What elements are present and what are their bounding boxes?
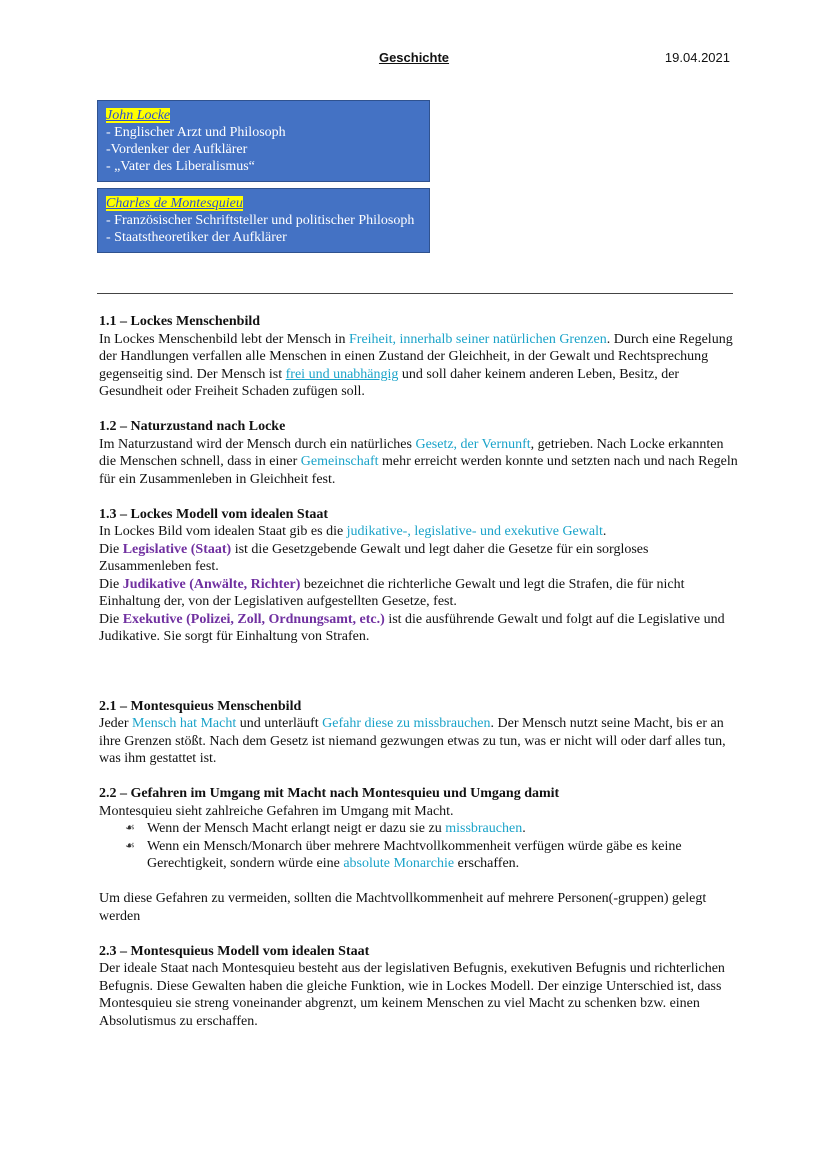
section-1-1	[99, 313, 739, 401]
section-heading: 2.1 – Montesquieus Menschenbild	[99, 698, 302, 714]
bullet-list	[99, 820, 739, 873]
section-heading: 1.2 – Naturzustand nach Locke	[99, 419, 286, 434]
box-line: - Englischer Arzt und Philosoph	[106, 125, 286, 140]
highlight: absolute Monarchie	[343, 856, 455, 871]
highlight: Gemeinschaft	[300, 454, 379, 469]
section-1-2	[99, 418, 739, 488]
paragraph: In Lockes Bild vom idealen Staat gib es die judikative-, legislative- und exekutive Gewalt.	[99, 524, 607, 539]
highlight: Gesetz, der Vernunft	[415, 436, 531, 452]
term-judikative: Judikative (Anwälte, Richter)	[122, 576, 301, 592]
paragraph: Die Judikative (Anwälte, Richter) bezeichnet die richterliche Gewalt und legt die Strafen, die für nicht Einhaltung der, von der Legislativen aufgestellten Gesetze, fest.	[99, 576, 685, 609]
highlight: Freiheit, innerhalb seiner natürlichen Grenzen	[349, 331, 607, 347]
info-box-montesquieu	[97, 188, 430, 253]
box-line: - Französischer Schriftsteller und politischer Philosoph	[106, 213, 415, 228]
box-line: - „Vater des Liberalismus“	[106, 159, 255, 174]
section-heading: 2.3 – Montesquieus Modell vom idealen Staat	[99, 943, 370, 959]
paragraph: Im Naturzustand wird der Mensch durch ein natürliches Gesetz, der Vernunft, getrieben. Nach Locke erkannten die Menschen schnell, dass in einer Gemeinschaft mehr erreicht werden konnte und setzten nach und nach Regeln für ein Zusammenleben in Gleichheit fest.	[99, 436, 738, 487]
paragraph: Um diese Gefahren zu vermeiden, sollten die Machtvollkommenheit auf mehrere Personen(-gruppen) gelegt werden	[99, 891, 707, 924]
paragraph: Der ideale Staat nach Montesquieu besteht aus der legislativen Befugnis, exekutiven Befugnis und richterlichen Befugnis. Diese Gewalten haben die gleiche Funktion, wie in Lockes Modell. Der einzige Unterschied ist, dass Montesquieu sie streng voneinander abgrenzt, um keinem Menschen zu viel Macht zu schenken bzw. einen Absolutismus zu erschaffen.	[99, 961, 725, 1029]
highlight: Mensch hat Macht	[132, 716, 237, 731]
list-item: ☙ Wenn ein Mensch/Monarch über mehrere Machtvollkommenheit verfügen würde gäbe es keine Gerechtigkeit, sondern würde eine absolute Monarchie erschaffen.	[125, 838, 682, 871]
section-1-3	[99, 506, 739, 646]
info-box-locke	[97, 100, 430, 182]
section-heading: 1.1 – Lockes Menschenbild	[99, 314, 261, 329]
section-2-2	[99, 785, 739, 925]
header-date: 19.04.2021	[664, 50, 730, 65]
paragraph: Jeder Mensch hat Macht und unterläuft Gefahr diese zu missbrauchen. Der Mensch nutzt seine Macht, bis er an ihre Grenzen stößt. Nach dem Gesetz ist niemand gezwungen etwas zu tun, was er nicht will oder darf alles tun, was ihm gestattet ist.	[99, 716, 726, 766]
paragraph: Die Legislative (Staat) ist die Gesetzgebende Gewalt und legt daher die Gesetze für ein sorgloses Zusammenleben fest.	[99, 541, 649, 574]
paragraph: Die Exekutive (Polizei, Zoll, Ordnungsamt, etc.) ist die ausführende Gewalt und folgt auf die Legislative und Judikative. Sie sorgt für Einhaltung von Strafen.	[99, 611, 725, 644]
section-2-1	[99, 698, 739, 768]
person-name: Charles de Montesquieu	[106, 196, 243, 211]
list-item: ☙ Wenn der Mensch Macht erlangt neigt er dazu sie zu missbrauchen.	[125, 821, 526, 836]
flourish-bullet-icon: ☙	[125, 839, 135, 852]
document-body	[99, 313, 739, 1048]
header-title: Geschichte	[378, 50, 450, 65]
section-2-3	[99, 943, 739, 1031]
horizontal-divider	[97, 293, 733, 294]
section-heading: 1.3 – Lockes Modell vom idealen Staat	[99, 506, 329, 522]
highlight: missbrauchen	[445, 821, 523, 836]
flourish-bullet-icon: ☙	[125, 822, 135, 834]
box-line: -Vordenker der Aufklärer	[106, 142, 248, 157]
highlight: Gefahr diese zu missbrauchen	[322, 716, 491, 731]
paragraph: Montesquieu sieht zahlreiche Gefahren im Umgang mit Macht.	[99, 803, 454, 819]
box-line: - Staatstheoretiker der Aufklärer	[106, 230, 287, 245]
person-name: John Locke	[106, 108, 171, 123]
term-legislative: Legislative (Staat)	[122, 541, 232, 557]
highlight-underlined: frei und unabhängig	[285, 366, 399, 382]
highlight: judikative-, legislative- und exekutive Gewalt	[346, 524, 603, 539]
term-exekutive: Exekutive (Polizei, Zoll, Ordnungsamt, etc.)	[122, 611, 385, 627]
paragraph: In Lockes Menschenbild lebt der Mensch in Freiheit, innerhalb seiner natürlichen Grenzen. Durch eine Regelung der Handlungen verfallen alle Menschen in einen Zustand der Gleichheit, in der Gewalt und Rechtsprechung gegenseitig sind. Der Mensch ist frei und unabhängig und soll daher keinem anderen Leben, Besitz, der Gesundheit oder Freiheit Schaden zufügen soll.	[99, 331, 733, 399]
section-heading: 2.2 – Gefahren im Umgang mit Macht nach Montesquieu und Umgang damit	[99, 786, 560, 801]
